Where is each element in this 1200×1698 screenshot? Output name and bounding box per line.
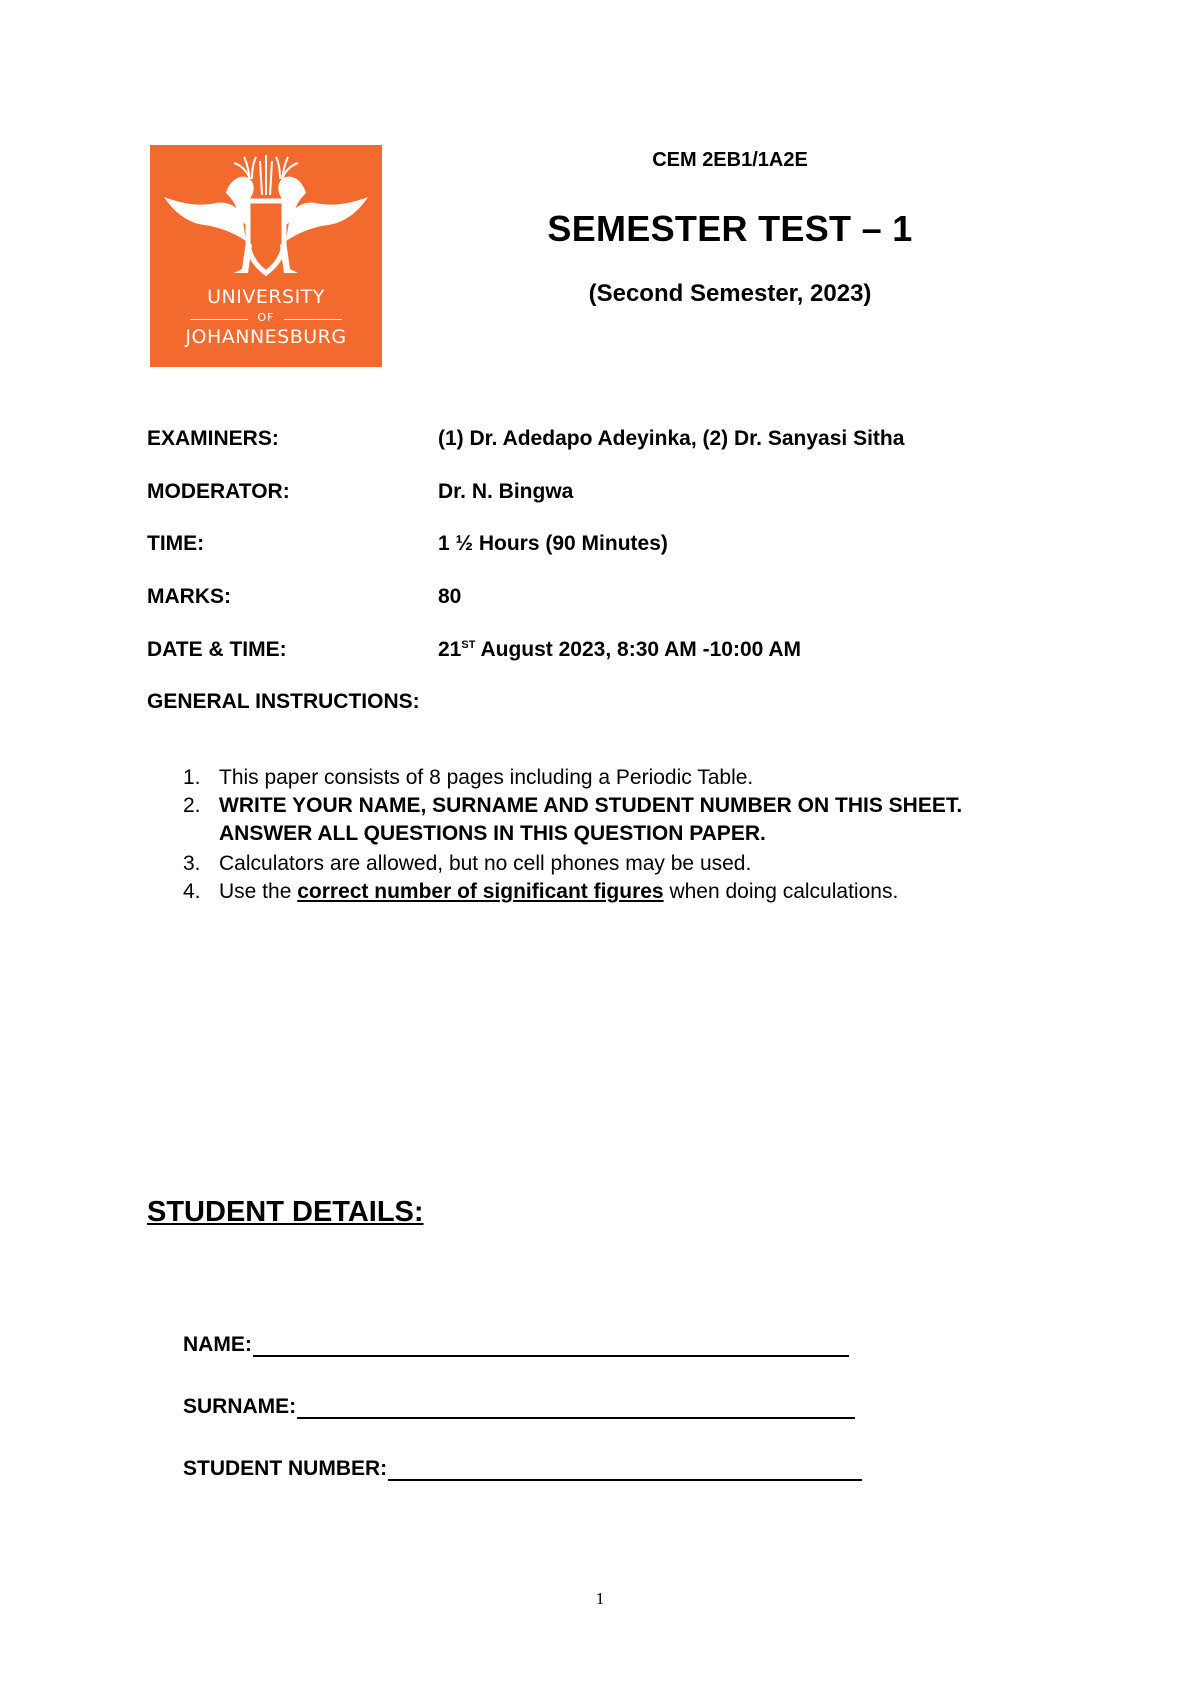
surname-field[interactable]: [297, 1395, 855, 1419]
instruction-number: 4.: [183, 880, 201, 903]
instruction-number: 1.: [183, 766, 201, 789]
student-number-field-row: [183, 1457, 862, 1481]
general-instructions-heading: GENERAL INSTRUCTIONS:: [147, 690, 420, 713]
instruction-text: Calculators are allowed, but no cell phones may be used.: [219, 852, 752, 875]
logo-university-text: UNIVERSITY: [207, 286, 325, 308]
instruction-number: 2.: [183, 794, 201, 817]
date-time-label: DATE & TIME:: [147, 638, 287, 661]
logo-divider-right: [284, 319, 342, 320]
page-subtitle: (Second Semester, 2023): [588, 280, 872, 307]
date-time-value: [438, 638, 801, 662]
name-field-row: [183, 1333, 849, 1357]
marks-label: MARKS:: [147, 585, 231, 608]
student-details-heading: STUDENT DETAILS:: [147, 1196, 424, 1228]
instruction-text-after: when doing calculations.: [663, 880, 899, 903]
time-value: 1 ½ Hours (90 Minutes): [438, 532, 668, 555]
moderator-value: Dr. N. Bingwa: [438, 480, 574, 503]
university-logo: [150, 145, 382, 367]
page-title: SEMESTER TEST – 1: [547, 208, 913, 249]
instruction-text: This paper consists of 8 pages including a Periodic Table.: [219, 766, 754, 789]
course-code: CEM 2EB1/1A2E: [652, 149, 808, 171]
surname-field-row: [183, 1395, 855, 1419]
student-number-field[interactable]: [388, 1457, 862, 1481]
instruction-number: 3.: [183, 852, 201, 875]
marks-value: 80: [438, 585, 462, 608]
instruction-text: WRITE YOUR NAME, SURNAME AND STUDENT NUMBER ON THIS SHEET. ANSWER ALL QUESTIONS IN THIS QUESTION PAPER.: [219, 794, 963, 845]
date-suffix: ST: [461, 639, 476, 651]
instruction-text-before: Use the: [219, 880, 298, 903]
instruction-emphasis: correct number of significant figures: [297, 880, 664, 903]
name-field[interactable]: [253, 1333, 849, 1357]
date-day: 21: [438, 638, 462, 661]
examiners-label: EXAMINERS:: [147, 427, 279, 450]
logo-johannesburg-text: JOHANNESBURG: [185, 326, 347, 348]
instruction-text: [219, 878, 1039, 906]
date-rest: August 2023, 8:30 AM -10:00 AM: [475, 638, 802, 661]
page-number: 1: [595, 1589, 605, 1608]
moderator-label: MODERATOR:: [147, 480, 290, 503]
student-number-label: STUDENT NUMBER:: [183, 1457, 388, 1480]
name-label: NAME:: [183, 1333, 252, 1356]
time-label: TIME:: [147, 532, 205, 555]
examiners-value: (1) Dr. Adedapo Adeyinka, (2) Dr. Sanyasi Sitha: [438, 427, 905, 450]
logo-of-text: OF: [257, 311, 275, 324]
surname-label: SURNAME:: [183, 1395, 297, 1418]
